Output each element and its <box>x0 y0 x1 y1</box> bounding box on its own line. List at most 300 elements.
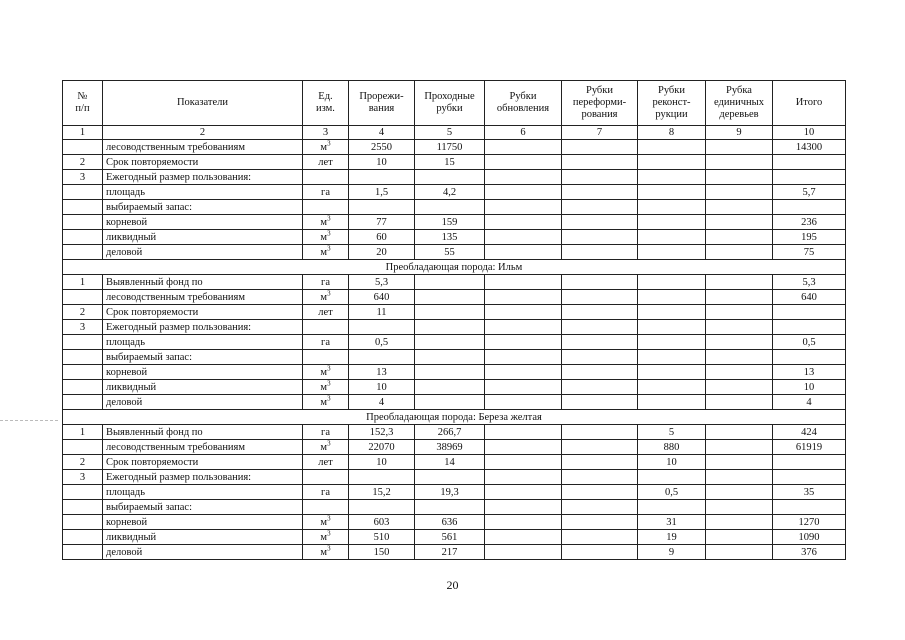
value-cell-c7 <box>562 305 638 320</box>
value-cell-c10: 14300 <box>773 140 846 155</box>
value-cell-c10: 0,5 <box>773 335 846 350</box>
value-cell-c9 <box>706 515 773 530</box>
value-cell-c8 <box>638 290 706 305</box>
value-cell-c6 <box>485 350 562 365</box>
value-cell-c6 <box>485 200 562 215</box>
value-cell-c10 <box>773 455 846 470</box>
row-number <box>63 380 103 395</box>
value-cell-c7 <box>562 545 638 560</box>
value-cell-c6 <box>485 335 562 350</box>
row-number: 2 <box>63 305 103 320</box>
indicator-label: Ежегодный размер пользования: <box>103 170 303 185</box>
header-row <box>63 81 846 126</box>
unit-cell <box>303 350 349 365</box>
table-row <box>63 515 846 530</box>
value-cell-c6 <box>485 530 562 545</box>
indicator-label: ликвидный <box>103 230 303 245</box>
value-cell-c7 <box>562 350 638 365</box>
value-cell-c9 <box>706 545 773 560</box>
unit-cell <box>303 215 349 230</box>
indicator-label: лесоводственным требованиям <box>103 140 303 155</box>
unit-text: м <box>320 216 328 228</box>
col-number: 5 <box>415 126 485 140</box>
row-number <box>63 530 103 545</box>
value-cell-c10: 376 <box>773 545 846 560</box>
value-cell-c7 <box>562 245 638 260</box>
value-cell-c7 <box>562 530 638 545</box>
value-cell-c7 <box>562 185 638 200</box>
value-cell-c4 <box>349 200 415 215</box>
unit-cell <box>303 365 349 380</box>
value-cell-c7 <box>562 215 638 230</box>
value-cell-c10: 10 <box>773 380 846 395</box>
value-cell-c9 <box>706 215 773 230</box>
value-cell-c8 <box>638 185 706 200</box>
row-number: 3 <box>63 320 103 335</box>
unit-superscript: 3 <box>327 364 331 372</box>
table-row <box>63 305 846 320</box>
unit-text: лет <box>318 456 333 468</box>
indicator-label: Выявленный фонд по <box>103 275 303 290</box>
value-cell-c5 <box>415 365 485 380</box>
value-cell-c4 <box>349 470 415 485</box>
unit-superscript: 3 <box>327 229 331 237</box>
unit-cell <box>303 230 349 245</box>
indicator-label: Срок повторяемости <box>103 455 303 470</box>
value-cell-c9 <box>706 230 773 245</box>
table-row <box>63 440 846 455</box>
value-cell-c6 <box>485 320 562 335</box>
indicator-label: деловой <box>103 395 303 410</box>
value-cell-c10: 75 <box>773 245 846 260</box>
unit-text: лет <box>318 156 333 168</box>
unit-cell <box>303 440 349 455</box>
value-cell-c9 <box>706 395 773 410</box>
unit-superscript: 3 <box>327 439 331 447</box>
value-cell-c5 <box>415 320 485 335</box>
unit-cell <box>303 320 349 335</box>
value-cell-c10 <box>773 350 846 365</box>
unit-superscript: 3 <box>327 544 331 552</box>
row-number <box>63 335 103 350</box>
table-row <box>63 320 846 335</box>
unit-cell <box>303 455 349 470</box>
indicator-label: деловой <box>103 545 303 560</box>
value-cell-c8 <box>638 215 706 230</box>
value-cell-c4: 15,2 <box>349 485 415 500</box>
value-cell-c6 <box>485 470 562 485</box>
value-cell-c6 <box>485 170 562 185</box>
unit-text: м <box>320 441 328 453</box>
unit-superscript: 3 <box>327 514 331 522</box>
value-cell-c8 <box>638 305 706 320</box>
table-row <box>63 215 846 230</box>
value-cell-c8: 5 <box>638 425 706 440</box>
indicator-label: деловой <box>103 245 303 260</box>
indicator-label: выбираемый запас: <box>103 200 303 215</box>
indicator-label: корневой <box>103 365 303 380</box>
indicator-label: корневой <box>103 515 303 530</box>
value-cell-c6 <box>485 515 562 530</box>
value-cell-c9 <box>706 440 773 455</box>
unit-superscript: 3 <box>327 529 331 537</box>
value-cell-c5: 636 <box>415 515 485 530</box>
value-cell-c4: 640 <box>349 290 415 305</box>
value-cell-c7 <box>562 275 638 290</box>
value-cell-c9 <box>706 425 773 440</box>
value-cell-c4: 10 <box>349 380 415 395</box>
unit-cell <box>303 500 349 515</box>
value-cell-c10 <box>773 500 846 515</box>
value-cell-c6 <box>485 245 562 260</box>
value-cell-c8: 31 <box>638 515 706 530</box>
unit-text: м <box>320 231 328 243</box>
value-cell-c5: 217 <box>415 545 485 560</box>
header-passage-cuttings: Проходные рубки <box>415 81 485 126</box>
value-cell-c4: 13 <box>349 365 415 380</box>
value-cell-c5: 14 <box>415 455 485 470</box>
row-number <box>63 395 103 410</box>
indicator-label: Срок повторяемости <box>103 305 303 320</box>
value-cell-c8 <box>638 365 706 380</box>
value-cell-c7 <box>562 155 638 170</box>
unit-text: га <box>321 336 330 348</box>
value-cell-c4: 152,3 <box>349 425 415 440</box>
value-cell-c8: 9 <box>638 545 706 560</box>
unit-cell <box>303 470 349 485</box>
header-single-tree-cutting: Рубка единичных деревьев <box>706 81 773 126</box>
value-cell-c6 <box>485 140 562 155</box>
value-cell-c4: 60 <box>349 230 415 245</box>
row-number <box>63 245 103 260</box>
value-cell-c5: 266,7 <box>415 425 485 440</box>
page-number: 20 <box>446 578 459 592</box>
value-cell-c7 <box>562 365 638 380</box>
col-number: 9 <box>706 126 773 140</box>
value-cell-c9 <box>706 530 773 545</box>
value-cell-c9 <box>706 320 773 335</box>
value-cell-c9 <box>706 380 773 395</box>
value-cell-c8 <box>638 470 706 485</box>
table-row <box>63 140 846 155</box>
value-cell-c6 <box>485 275 562 290</box>
value-cell-c9 <box>706 185 773 200</box>
header-unit: Ед. изм. <box>303 81 349 126</box>
unit-text: га <box>321 276 330 288</box>
value-cell-c4 <box>349 350 415 365</box>
unit-text: м <box>320 516 328 528</box>
value-cell-c9 <box>706 170 773 185</box>
table-row <box>63 170 846 185</box>
value-cell-c8 <box>638 320 706 335</box>
section-heading-row <box>63 260 846 275</box>
value-cell-c5 <box>415 290 485 305</box>
header-num: № п/п <box>63 81 103 126</box>
header-thinning: Прорежи- вания <box>349 81 415 126</box>
value-cell-c9 <box>706 365 773 380</box>
row-number <box>63 230 103 245</box>
value-cell-c10: 13 <box>773 365 846 380</box>
value-cell-c10 <box>773 200 846 215</box>
value-cell-c8 <box>638 395 706 410</box>
value-cell-c7 <box>562 515 638 530</box>
value-cell-c5 <box>415 170 485 185</box>
table-row <box>63 425 846 440</box>
table-row <box>63 335 846 350</box>
value-cell-c6 <box>485 440 562 455</box>
table-row <box>63 380 846 395</box>
value-cell-c5 <box>415 305 485 320</box>
indicator-label: ликвидный <box>103 530 303 545</box>
value-cell-c6 <box>485 380 562 395</box>
table-row <box>63 185 846 200</box>
value-cell-c10: 1270 <box>773 515 846 530</box>
value-cell-c9 <box>706 455 773 470</box>
header-indicator: Показатели <box>103 81 303 126</box>
unit-text: м <box>320 396 328 408</box>
col-number: 8 <box>638 126 706 140</box>
value-cell-c6 <box>485 500 562 515</box>
value-cell-c4: 603 <box>349 515 415 530</box>
value-cell-c10: 424 <box>773 425 846 440</box>
value-cell-c6 <box>485 365 562 380</box>
indicator-label: выбираемый запас: <box>103 500 303 515</box>
indicator-label: корневой <box>103 215 303 230</box>
value-cell-c7 <box>562 230 638 245</box>
unit-text: м <box>320 531 328 543</box>
value-cell-c6 <box>485 185 562 200</box>
unit-text: м <box>320 546 328 558</box>
table-row <box>63 200 846 215</box>
value-cell-c8 <box>638 140 706 155</box>
value-cell-c10: 4 <box>773 395 846 410</box>
value-cell-c5 <box>415 380 485 395</box>
value-cell-c8: 19 <box>638 530 706 545</box>
table-row <box>63 350 846 365</box>
value-cell-c5: 159 <box>415 215 485 230</box>
col-number: 2 <box>103 126 303 140</box>
value-cell-c4: 510 <box>349 530 415 545</box>
value-cell-c5 <box>415 500 485 515</box>
unit-cell <box>303 140 349 155</box>
value-cell-c8 <box>638 155 706 170</box>
value-cell-c5: 561 <box>415 530 485 545</box>
unit-cell <box>303 395 349 410</box>
unit-text: м <box>320 381 328 393</box>
unit-text: м <box>320 366 328 378</box>
value-cell-c9 <box>706 335 773 350</box>
indicator-label: Ежегодный размер пользования: <box>103 320 303 335</box>
value-cell-c4: 0,5 <box>349 335 415 350</box>
row-number <box>63 485 103 500</box>
value-cell-c7 <box>562 320 638 335</box>
scan-artifact-line <box>0 420 58 421</box>
row-number <box>63 140 103 155</box>
table-row <box>63 530 846 545</box>
unit-cell <box>303 185 349 200</box>
value-cell-c10: 5,7 <box>773 185 846 200</box>
value-cell-c5: 135 <box>415 230 485 245</box>
value-cell-c4: 5,3 <box>349 275 415 290</box>
value-cell-c8 <box>638 380 706 395</box>
unit-text: м <box>320 141 328 153</box>
unit-superscript: 3 <box>327 394 331 402</box>
section-heading: Преобладающая порода: Береза желтая <box>63 410 846 425</box>
header-renewal-cuttings: Рубки обновления <box>485 81 562 126</box>
column-number-row <box>63 126 846 140</box>
value-cell-c6 <box>485 395 562 410</box>
unit-cell <box>303 545 349 560</box>
header-reformation-cuttings: Рубки переформи- рования <box>562 81 638 126</box>
value-cell-c6 <box>485 155 562 170</box>
value-cell-c8 <box>638 335 706 350</box>
table-row <box>63 470 846 485</box>
unit-cell <box>303 290 349 305</box>
row-number: 2 <box>63 155 103 170</box>
value-cell-c7 <box>562 335 638 350</box>
value-cell-c5 <box>415 335 485 350</box>
indicator-label: площадь <box>103 185 303 200</box>
section-heading: Преобладающая порода: Ильм <box>63 260 846 275</box>
table-row <box>63 230 846 245</box>
row-number: 1 <box>63 275 103 290</box>
unit-text: га <box>321 426 330 438</box>
unit-cell <box>303 530 349 545</box>
indicator-label: площадь <box>103 485 303 500</box>
value-cell-c7 <box>562 140 638 155</box>
value-cell-c8 <box>638 230 706 245</box>
unit-cell <box>303 515 349 530</box>
value-cell-c9 <box>706 500 773 515</box>
col-number: 10 <box>773 126 846 140</box>
unit-superscript: 3 <box>327 379 331 387</box>
unit-cell <box>303 425 349 440</box>
table-row <box>63 290 846 305</box>
row-number: 1 <box>63 425 103 440</box>
unit-cell <box>303 155 349 170</box>
unit-text: м <box>320 246 328 258</box>
unit-text: га <box>321 486 330 498</box>
value-cell-c9 <box>706 140 773 155</box>
value-cell-c9 <box>706 485 773 500</box>
table-row <box>63 275 846 290</box>
unit-cell <box>303 170 349 185</box>
row-number: 3 <box>63 170 103 185</box>
col-number: 4 <box>349 126 415 140</box>
value-cell-c5: 55 <box>415 245 485 260</box>
col-number: 3 <box>303 126 349 140</box>
value-cell-c9 <box>706 350 773 365</box>
value-cell-c10 <box>773 305 846 320</box>
table-row <box>63 395 846 410</box>
value-cell-c10: 195 <box>773 230 846 245</box>
value-cell-c5: 19,3 <box>415 485 485 500</box>
value-cell-c10: 5,3 <box>773 275 846 290</box>
value-cell-c4 <box>349 320 415 335</box>
value-cell-c5: 4,2 <box>415 185 485 200</box>
table-row <box>63 155 846 170</box>
value-cell-c7 <box>562 170 638 185</box>
value-cell-c4: 20 <box>349 245 415 260</box>
unit-text: лет <box>318 306 333 318</box>
value-cell-c8 <box>638 245 706 260</box>
row-number <box>63 515 103 530</box>
value-cell-c4: 10 <box>349 155 415 170</box>
value-cell-c5: 11750 <box>415 140 485 155</box>
value-cell-c4: 77 <box>349 215 415 230</box>
value-cell-c9 <box>706 470 773 485</box>
value-cell-c5 <box>415 395 485 410</box>
indicator-label: площадь <box>103 335 303 350</box>
value-cell-c4: 22070 <box>349 440 415 455</box>
row-number <box>63 365 103 380</box>
value-cell-c9 <box>706 245 773 260</box>
value-cell-c4: 2550 <box>349 140 415 155</box>
row-number <box>63 350 103 365</box>
section-heading-row <box>63 410 846 425</box>
value-cell-c9 <box>706 275 773 290</box>
value-cell-c5 <box>415 200 485 215</box>
header-reconstruction-cuttings: Рубки реконст- рукции <box>638 81 706 126</box>
indicator-label: выбираемый запас: <box>103 350 303 365</box>
row-number: 2 <box>63 455 103 470</box>
value-cell-c10: 61919 <box>773 440 846 455</box>
value-cell-c6 <box>485 215 562 230</box>
indicator-label: ликвидный <box>103 380 303 395</box>
unit-superscript: 3 <box>327 289 331 297</box>
value-cell-c7 <box>562 500 638 515</box>
table-row <box>63 545 846 560</box>
value-cell-c4 <box>349 170 415 185</box>
table-body <box>63 126 846 560</box>
value-cell-c9 <box>706 305 773 320</box>
value-cell-c4: 11 <box>349 305 415 320</box>
value-cell-c8 <box>638 275 706 290</box>
value-cell-c6 <box>485 290 562 305</box>
value-cell-c4 <box>349 500 415 515</box>
value-cell-c5: 15 <box>415 155 485 170</box>
value-cell-c6 <box>485 425 562 440</box>
row-number <box>63 440 103 455</box>
value-cell-c7 <box>562 485 638 500</box>
value-cell-c7 <box>562 470 638 485</box>
value-cell-c5 <box>415 350 485 365</box>
value-cell-c10: 640 <box>773 290 846 305</box>
row-number <box>63 215 103 230</box>
row-number <box>63 545 103 560</box>
value-cell-c8: 10 <box>638 455 706 470</box>
value-cell-c10: 236 <box>773 215 846 230</box>
value-cell-c9 <box>706 155 773 170</box>
unit-superscript: 3 <box>327 139 331 147</box>
row-number <box>63 200 103 215</box>
table-row <box>63 485 846 500</box>
value-cell-c10 <box>773 320 846 335</box>
value-cell-c4: 150 <box>349 545 415 560</box>
value-cell-c7 <box>562 455 638 470</box>
value-cell-c8 <box>638 350 706 365</box>
value-cell-c10: 35 <box>773 485 846 500</box>
col-number: 6 <box>485 126 562 140</box>
header-total: Итого <box>773 81 846 126</box>
value-cell-c7 <box>562 200 638 215</box>
unit-text: га <box>321 186 330 198</box>
value-cell-c8: 880 <box>638 440 706 455</box>
value-cell-c9 <box>706 290 773 305</box>
unit-cell <box>303 380 349 395</box>
unit-cell <box>303 245 349 260</box>
value-cell-c10 <box>773 470 846 485</box>
